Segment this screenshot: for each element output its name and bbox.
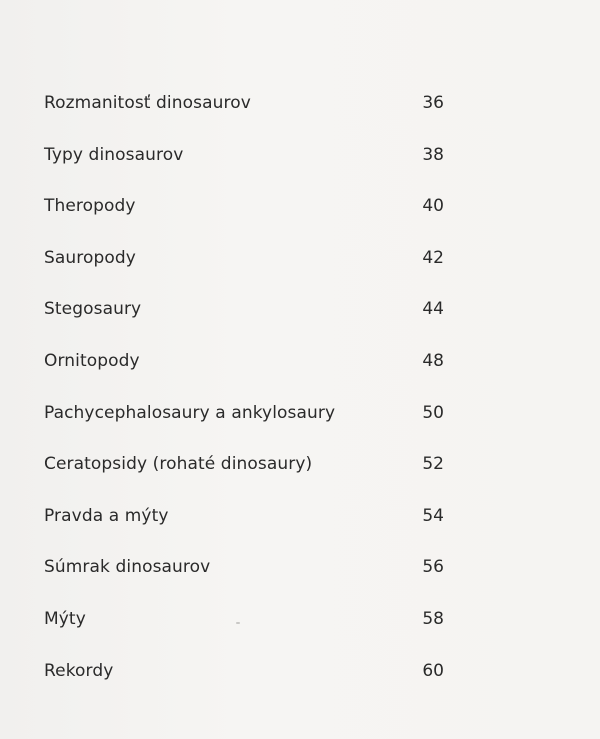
toc-entry-page-number: 58 [422,608,444,629]
toc-entry [44,192,444,244]
toc-entry-title: Mýty [44,608,86,629]
toc-entry-title: Pachycephalosaury a ankylosaury [44,402,336,423]
toc-entry [44,89,444,141]
toc-entry-page-number: 52 [422,454,444,475]
toc-entry [44,605,444,657]
toc-entry-page-number: 56 [422,557,444,578]
toc-entry-title: Rekordy [44,660,114,681]
toc-entry-title: Typy dinosaurov [44,144,184,165]
toc-entry-page-number: 44 [422,299,444,320]
toc-entry-title: Sauropody [44,247,136,268]
toc-entry [44,657,444,709]
toc-entry-page-number: 48 [422,350,444,371]
toc-entry-page-number: 38 [422,144,444,165]
toc-entry-page-number: 42 [422,247,444,268]
toc-entry-title: Ceratopsidy (rohaté dinosaury) [44,454,313,475]
toc-entry [44,244,444,296]
toc-entry-title: Súmrak dinosaurov [44,557,211,578]
toc-entry [44,399,444,451]
toc-entry [44,553,444,605]
toc-entry-title: Pravda a mýty [44,505,169,526]
table-of-contents [44,89,444,708]
toc-entry-title: Rozmanitosť dinosaurov [44,93,251,113]
toc-entry [44,502,444,554]
toc-entry-title: Ornitopody [44,350,140,371]
toc-entry-page-number: 40 [422,196,444,217]
toc-entry-page-number: 60 [422,660,444,681]
toc-entry-page-number: 36 [422,93,444,113]
toc-entry [44,295,444,347]
toc-entry-page-number: 50 [422,402,444,423]
toc-entry [44,450,444,502]
toc-entry-title: Theropody [44,196,136,217]
toc-entry [44,347,444,399]
toc-entry-page-number: 54 [422,505,444,526]
toc-entry-title: Stegosaury [44,299,142,320]
toc-entry [44,141,444,193]
